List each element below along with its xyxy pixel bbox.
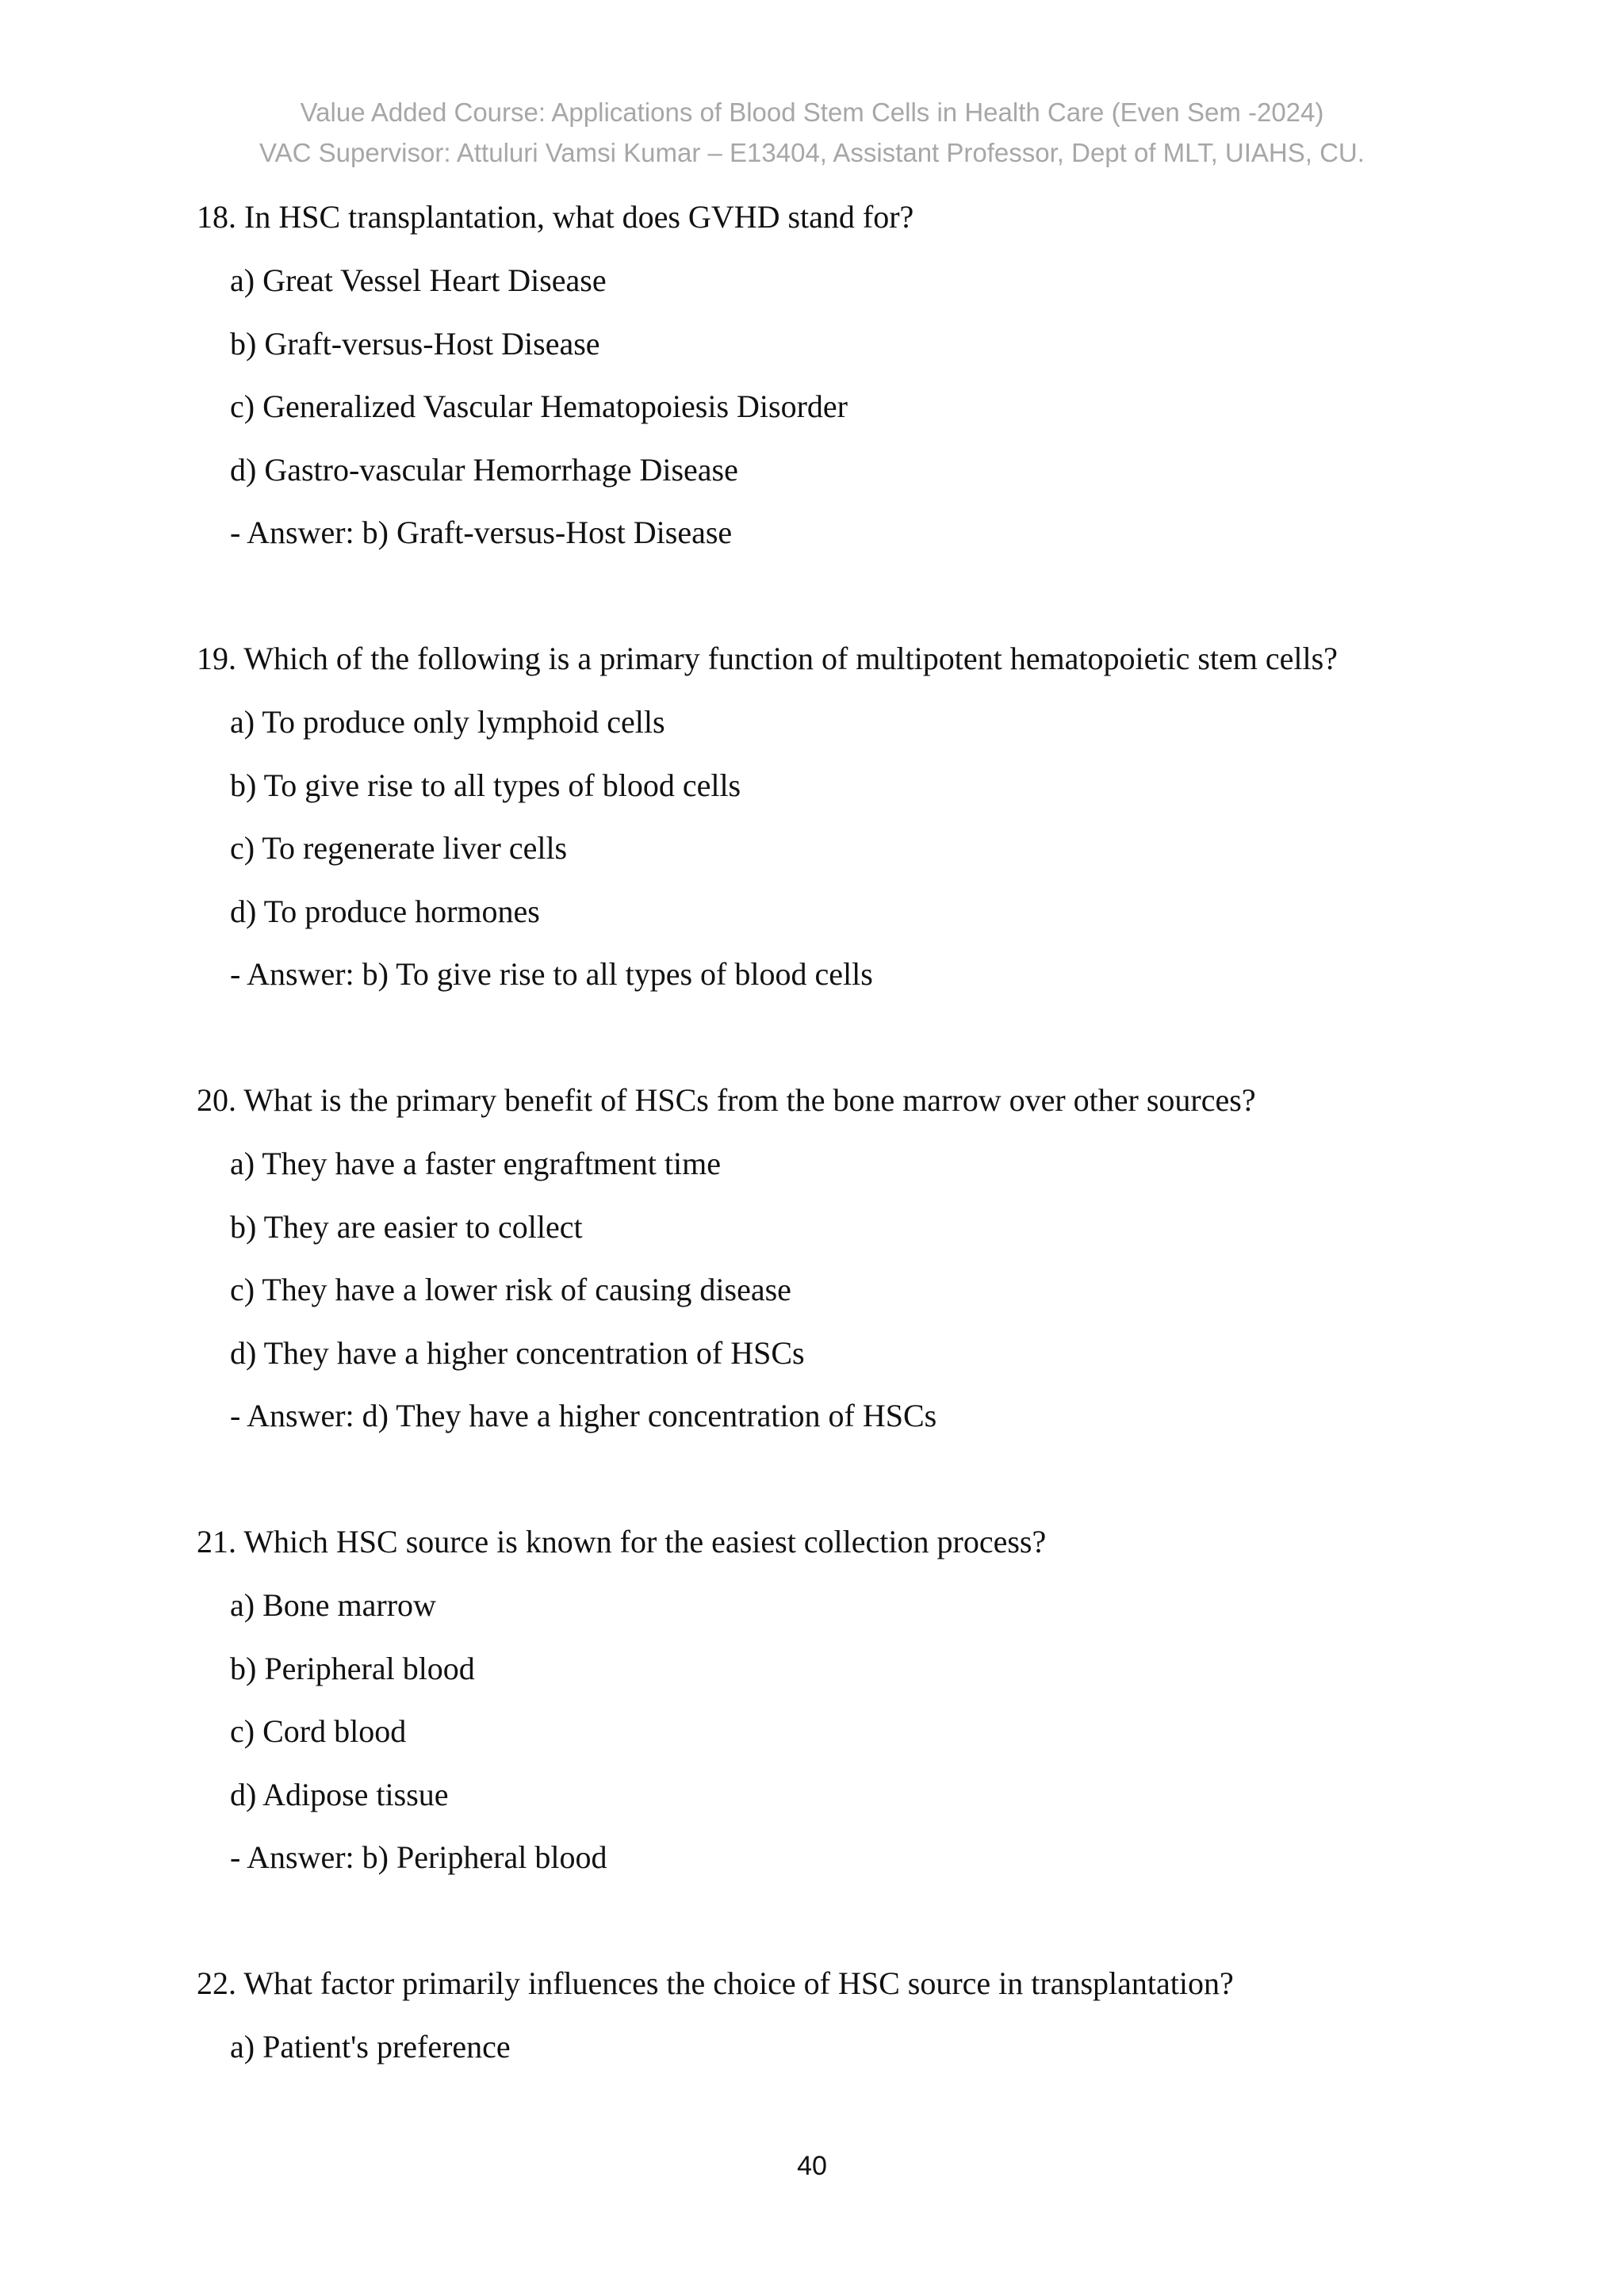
question-text: 22. What factor primarily influences the choice of HSC source in transplantation?	[197, 1965, 1234, 2001]
header-supervisor: VAC Supervisor: Attuluri Vamsi Kumar – E13404, Assistant Professor, Dept of MLT, UIAHS, CU.	[259, 138, 1365, 167]
option-d: d) Adipose tissue	[230, 1777, 449, 1812]
option-a: a) They have a faster engraftment time	[230, 1146, 721, 1181]
question-text: 18. In HSC transplantation, what does GVHD stand for?	[197, 199, 914, 235]
header-course-title: Value Added Course: Applications of Blood Stem Cells in Health Care (Even Sem -2024)	[300, 98, 1324, 127]
option-b: b) Peripheral blood	[230, 1651, 475, 1686]
option-c: c) To regenerate liver cells	[230, 830, 568, 866]
answer-line: - Answer: b) To give rise to all types of blood cells	[230, 956, 873, 992]
answer-line: - Answer: b) Peripheral blood	[230, 1839, 607, 1875]
option-b: b) They are easier to collect	[230, 1209, 583, 1245]
page-number: 40	[797, 2151, 827, 2181]
question-text: 20. What is the primary benefit of HSCs from the bone marrow over other sources?	[197, 1082, 1256, 1118]
option-d: d) Gastro-vascular Hemorrhage Disease	[230, 452, 738, 488]
option-a: a) Patient's preference	[230, 2029, 511, 2064]
option-a: a) Bone marrow	[230, 1587, 436, 1623]
option-a: a) Great Vessel Heart Disease	[230, 262, 607, 298]
option-d: d) To produce hormones	[230, 894, 540, 929]
option-c: c) Cord blood	[230, 1713, 407, 1749]
option-b: b) Graft-versus-Host Disease	[230, 326, 600, 362]
answer-line: - Answer: d) They have a higher concentration of HSCs	[230, 1398, 937, 1433]
question-text: 21. Which HSC source is known for the easiest collection process?	[197, 1524, 1047, 1559]
answer-line: - Answer: b) Graft-versus-Host Disease	[230, 515, 733, 550]
question-text: 19. Which of the following is a primary function of multipotent hematopoietic stem cells?	[197, 641, 1338, 676]
option-b: b) To give rise to all types of blood cells	[230, 767, 741, 803]
option-a: a) To produce only lymphoid cells	[230, 704, 665, 740]
option-d: d) They have a higher concentration of HSCs	[230, 1335, 805, 1371]
option-c: c) They have a lower risk of causing disease	[230, 1272, 791, 1307]
option-c: c) Generalized Vascular Hematopoiesis Disorder	[230, 388, 848, 424]
